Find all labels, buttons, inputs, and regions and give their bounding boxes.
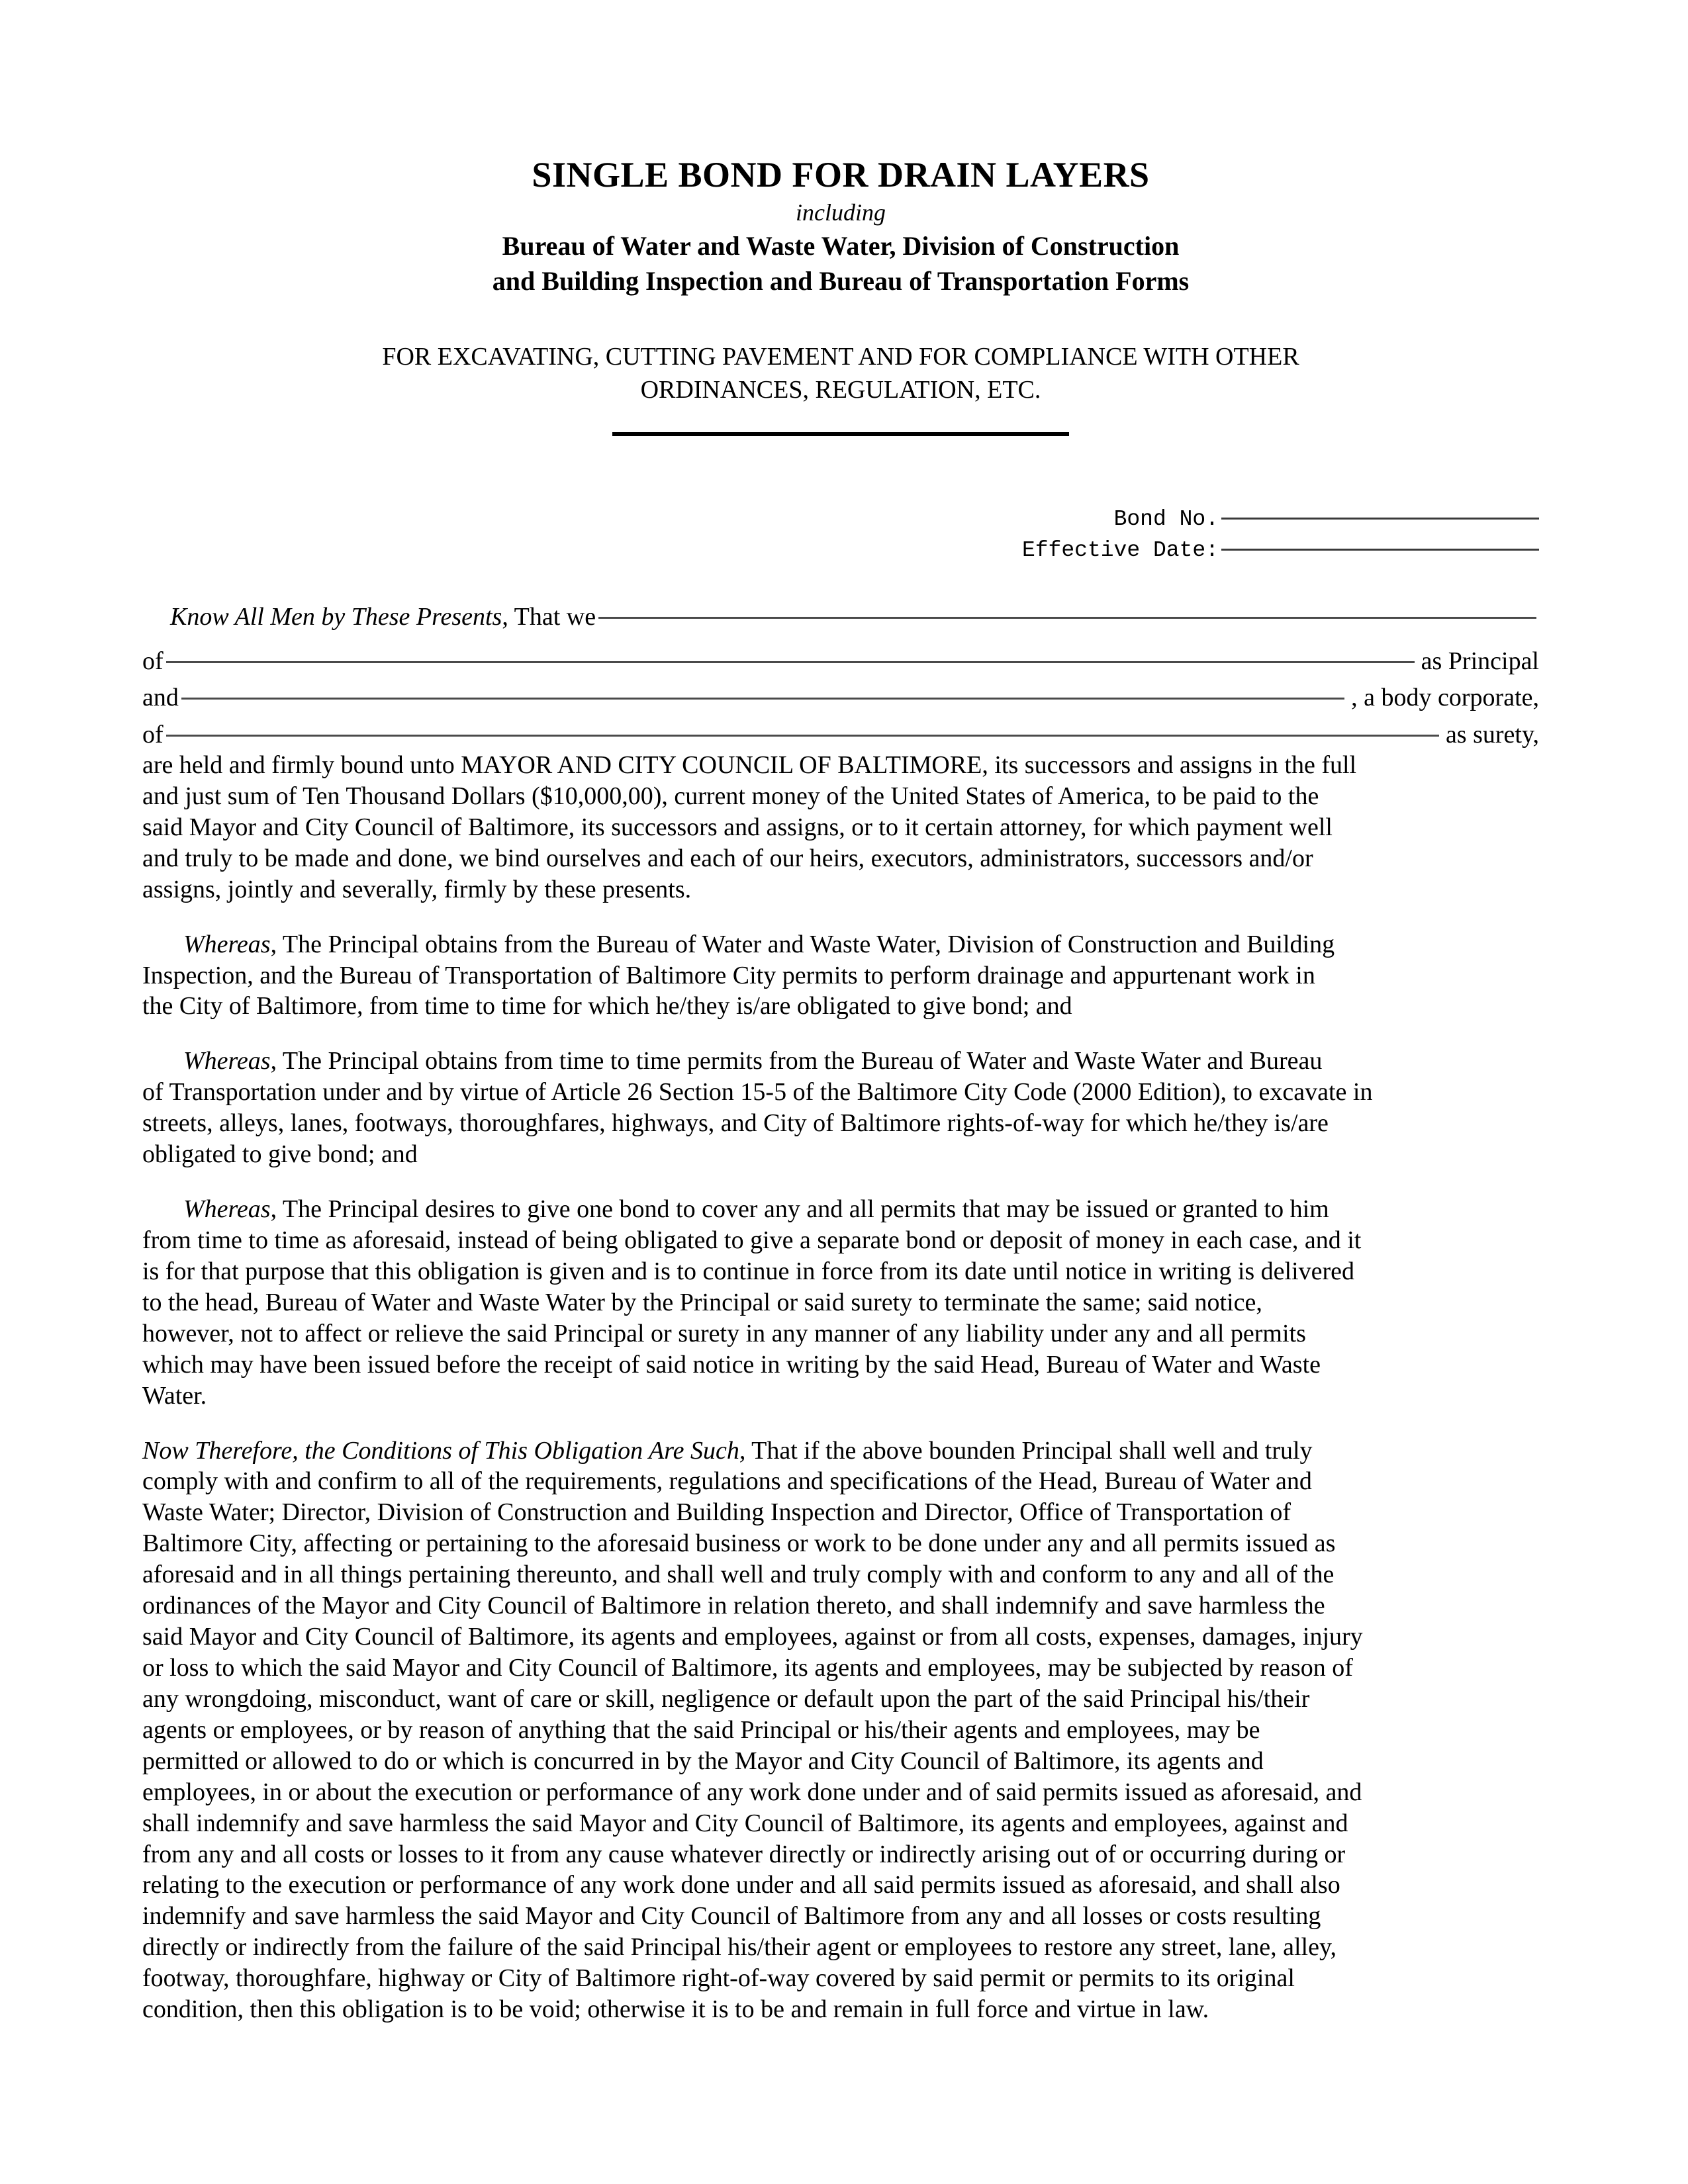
paragraph-line: to the head, Bureau of Water and Waste Water by the Principal or said surety to terminate the same; said notice, xyxy=(142,1288,1262,1316)
paragraph-line: from any and all costs or losses to it from any cause whatever directly or indirectly arising out of or occurring during or xyxy=(142,1840,1346,1868)
purpose-line-2: ORDINANCES, REGULATION, ETC. xyxy=(640,376,1041,404)
paragraph-line-text: That if the above bounden Principal shall well and truly xyxy=(745,1436,1313,1465)
of-surety-label: of xyxy=(142,720,164,749)
paragraph-now-therefore xyxy=(142,1435,1539,2026)
title-subtitle-line-1: Bureau of Water and Waste Water, Division of Construction xyxy=(502,231,1180,261)
paragraph-line: Inspection, and the Bureau of Transportation of Baltimore City permits to perform drainage and appurtenant work in xyxy=(142,961,1315,989)
paragraph-line: relating to the execution or performance of any work done under and all said permits issued as aforesaid, and shall also xyxy=(142,1871,1340,1899)
of-surety-row xyxy=(142,719,1539,750)
principal-name-input[interactable] xyxy=(598,617,1536,619)
paragraph-line: employees, in or about the execution or performance of any work done under and of said permits issued as aforesaid, and xyxy=(142,1778,1362,1806)
paragraph-line: said Mayor and City Council of Baltimore, its successors and assigns, or to it certain attorney, for which payment well xyxy=(142,813,1333,841)
paragraph-line: from time to time as aforesaid, instead of being obligated to give a separate bond or deposit of money in each case, and it xyxy=(142,1226,1362,1254)
bond-number-input[interactable] xyxy=(1221,518,1539,520)
title-including-label: including xyxy=(796,199,886,226)
know-all-men-label xyxy=(170,602,596,631)
paragraph-line-text: , The Principal obtains from the Bureau of Water and Waste Water, Division of Construction and Building xyxy=(270,930,1335,958)
paragraph-line: are held and firmly bound unto MAYOR AND CITY COUNCIL OF BALTIMORE, its successors and assigns in the full xyxy=(142,751,1357,779)
title-block xyxy=(142,156,1539,299)
paragraph-line: and just sum of Ten Thousand Dollars ($10,000,00), current money of the United States of America, to be paid to the xyxy=(142,782,1319,810)
know-all-men-rest: , That we xyxy=(502,602,596,631)
and-label: and xyxy=(142,684,179,712)
page-title: SINGLE BOND FOR DRAIN LAYERS xyxy=(532,155,1150,195)
know-all-men-italic: Know All Men by These Presents xyxy=(170,602,502,631)
paragraph-whereas-1 xyxy=(142,929,1539,1023)
effective-date-row xyxy=(142,535,1539,567)
paragraph-line: the City of Baltimore, from time to time for which he/they is/are obligated to give bond; and xyxy=(142,992,1072,1021)
title-subtitle-line-2: and Building Inspection and Bureau of Transportation Forms xyxy=(492,266,1190,296)
purpose-block xyxy=(142,340,1539,407)
paragraph-line: streets, alleys, lanes, footways, thoroughfares, highways, and City of Baltimore rights-of-way for which he/they is/are xyxy=(142,1109,1329,1138)
paragraph-line: Waste Water; Director, Division of Construction and Building Inspection and Director, Office of Transportation of xyxy=(142,1498,1291,1527)
paragraph-whereas-2 xyxy=(142,1046,1539,1170)
know-all-men-row xyxy=(142,602,1539,631)
paragraph-line: footway, thoroughfare, highway or City of Baltimore right-of-way covered by said permit or permits to its original xyxy=(142,1964,1295,1993)
paragraph-bound xyxy=(142,750,1539,905)
of-principal-label: of xyxy=(142,647,164,675)
whereas-label: Whereas xyxy=(183,930,271,958)
paragraph-line-text: , The Principal desires to give one bond to cover any and all permits that may be issued or granted to him xyxy=(270,1195,1329,1224)
paragraph-whereas-3 xyxy=(142,1194,1539,1411)
of-surety-input[interactable] xyxy=(166,735,1439,737)
paragraph-line: permitted or allowed to do or which is concurred in by the Mayor and City Council of Baltimore, its agents and xyxy=(142,1747,1264,1775)
as-principal-label: as Principal xyxy=(1421,647,1539,675)
now-therefore-label: Now Therefore, the Conditions of This Obligation Are Such, xyxy=(142,1436,746,1465)
paragraph-line: Water. xyxy=(142,1381,207,1410)
surety-name-input[interactable] xyxy=(181,698,1344,700)
paragraph-line: however, not to affect or relieve the said Principal or surety in any manner of any liability under any and all permits xyxy=(142,1319,1306,1347)
a-body-corporate-label: , a body corporate, xyxy=(1351,684,1539,712)
paragraph-line: or loss to which the said Mayor and City Council of Baltimore, its agents and employees, may be subjected by reason of xyxy=(142,1653,1353,1682)
effective-date-input[interactable] xyxy=(1221,549,1539,551)
paragraph-line: shall indemnify and save harmless the said Mayor and City Council of Baltimore, its agents and employees, against and xyxy=(142,1809,1348,1837)
paragraph-line xyxy=(142,1194,1539,1225)
as-surety-label: as surety, xyxy=(1445,720,1539,749)
whereas-label: Whereas xyxy=(183,1047,271,1075)
paragraph-line: aforesaid and in all things pertaining thereunto, and shall well and truly comply with and conform to any and all of the xyxy=(142,1561,1335,1589)
paragraph-line: indemnify and save harmless the said Mayor and City Council of Baltimore from any and all losses or costs resulting xyxy=(142,1902,1321,1931)
bond-number-row xyxy=(142,504,1539,535)
effective-date-label: Effective Date: xyxy=(1021,538,1219,563)
paragraph-line: comply with and confirm to all of the requirements, regulations and specifications of the Head, Bureau of Water and xyxy=(142,1467,1312,1496)
paragraph-line: obligated to give bond; and xyxy=(142,1140,418,1169)
paragraph-line: and truly to be made and done, we bind ourselves and each of our heirs, executors, administrators, successors and/or xyxy=(142,844,1313,872)
paragraph-line: which may have been issued before the receipt of said notice in writing by the said Head, Bureau of Water and Waste xyxy=(142,1350,1321,1379)
paragraph-line-text: , The Principal obtains from time to time permits from the Bureau of Water and Waste Water and Bureau xyxy=(270,1047,1323,1075)
and-surety-row xyxy=(142,682,1539,713)
whereas-label: Whereas xyxy=(183,1195,271,1224)
paragraph-line xyxy=(142,1435,1539,1467)
paragraph-line: agents or employees, or by reason of anything that the said Principal or his/their agents and employees, may be xyxy=(142,1715,1260,1744)
paragraph-line: condition, then this obligation is to be void; otherwise it is to be and remain in full force and virtue in law. xyxy=(142,1995,1209,2024)
paragraph-line: assigns, jointly and severally, firmly by these presents. xyxy=(142,875,692,903)
paragraph-line: any wrongdoing, misconduct, want of care or skill, negligence or default upon the part of the said Principal his/their xyxy=(142,1684,1310,1713)
document-content xyxy=(142,0,1539,2025)
paragraph-line xyxy=(142,929,1539,960)
of-principal-input[interactable] xyxy=(166,661,1415,663)
paragraph-line: said Mayor and City Council of Baltimore, its agents and employees, against or from all costs, expenses, damages, injury xyxy=(142,1623,1363,1651)
header-divider-rule xyxy=(612,432,1069,436)
paragraph-line: is for that purpose that this obligation is given and is to continue in force from its date until notice in writing is delivered xyxy=(142,1257,1355,1285)
paragraph-line: ordinances of the Mayor and City Council of Baltimore in relation thereto, and shall indemnify and save harmless the xyxy=(142,1592,1325,1620)
of-principal-row xyxy=(142,646,1539,676)
paragraph-line: Baltimore City, affecting or pertaining to the aforesaid business or work to be done under any and all permits issued as xyxy=(142,1529,1336,1558)
purpose-line-1: FOR EXCAVATING, CUTTING PAVEMENT AND FOR COMPLIANCE WITH OTHER xyxy=(382,342,1299,371)
paragraph-line: directly or indirectly from the failure of the said Principal his/their agent or employees to restore any street, lane, alley, xyxy=(142,1933,1337,1962)
paragraph-line: of Transportation under and by virtue of Article 26 Section 15-5 of the Baltimore City Code (2000 Edition), to excavate in xyxy=(142,1078,1373,1107)
bond-number-label: Bond No. xyxy=(1113,506,1219,531)
bond-fields-block xyxy=(142,504,1539,567)
paragraph-line xyxy=(142,1046,1539,1077)
